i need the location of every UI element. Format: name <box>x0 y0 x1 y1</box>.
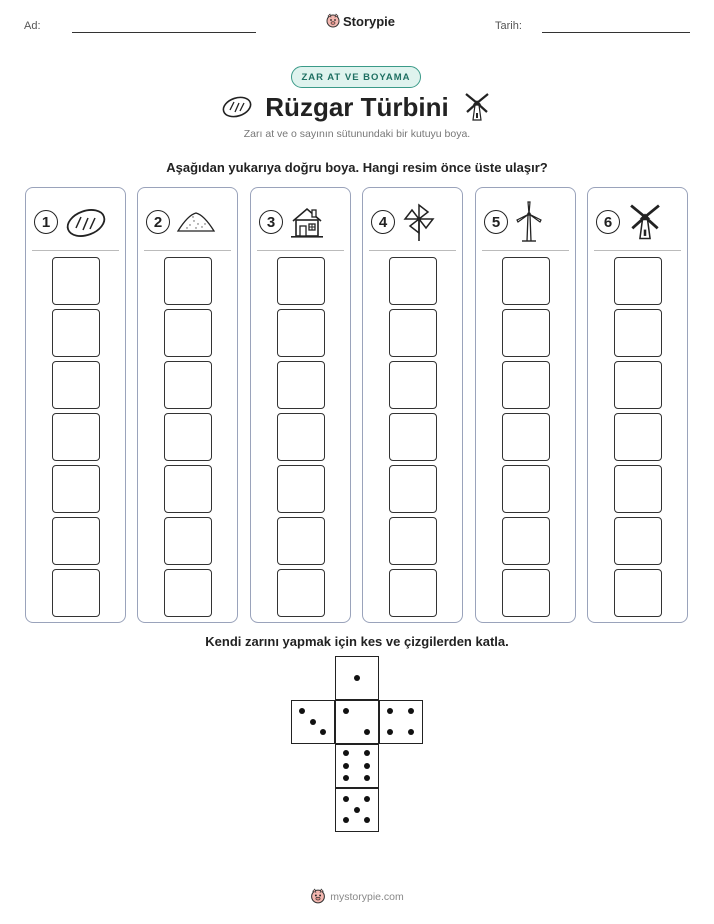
flour-pile-icon <box>176 207 216 237</box>
column-3 <box>250 187 351 623</box>
color-box[interactable] <box>52 465 100 513</box>
column-number: 4 <box>371 210 395 234</box>
column-1 <box>25 187 126 623</box>
activity-badge: ZAR AT VE BOYAMA <box>291 66 421 88</box>
color-box[interactable] <box>52 257 100 305</box>
page-title: Rüzgar Türbini <box>265 92 449 122</box>
die-pip <box>343 750 349 756</box>
die-pip <box>408 729 414 735</box>
die-face <box>379 700 423 744</box>
bread-icon <box>64 204 108 240</box>
die-pip <box>364 729 370 735</box>
page-subtitle: Zarı at ve o sayının sütunundaki bir kutuyu boya. <box>243 128 471 140</box>
color-box[interactable] <box>389 257 437 305</box>
column-number: 3 <box>259 210 283 234</box>
column-2 <box>137 187 238 623</box>
die-face <box>335 700 379 744</box>
house-icon <box>289 204 325 240</box>
column-header <box>596 202 681 242</box>
die-pip <box>364 750 370 756</box>
column-header <box>371 202 456 242</box>
color-box[interactable] <box>502 257 550 305</box>
color-box[interactable] <box>52 413 100 461</box>
color-box[interactable] <box>52 517 100 565</box>
color-box[interactable] <box>502 517 550 565</box>
die-pip <box>310 719 316 725</box>
color-box[interactable] <box>614 465 662 513</box>
wind-turbine-icon <box>514 201 544 243</box>
color-box[interactable] <box>502 361 550 409</box>
pig-mascot-icon <box>310 888 326 905</box>
die-pip <box>343 763 349 769</box>
column-header <box>259 202 344 242</box>
die-pip <box>354 675 360 681</box>
color-box[interactable] <box>502 309 550 357</box>
die-pip <box>343 796 349 802</box>
die-pip <box>364 775 370 781</box>
color-box[interactable] <box>389 413 437 461</box>
die-pip <box>343 817 349 823</box>
column-divider <box>594 250 681 251</box>
die-pip <box>364 763 370 769</box>
name-label: Ad: <box>24 20 41 32</box>
column-divider <box>369 250 456 251</box>
date-line[interactable] <box>542 32 690 33</box>
die-pip <box>387 729 393 735</box>
die-pip <box>387 708 393 714</box>
footer-url[interactable]: mystorypie.com <box>330 890 404 903</box>
logo-text: Storypie <box>343 13 396 29</box>
color-box[interactable] <box>164 465 212 513</box>
footer <box>0 888 714 905</box>
color-box[interactable] <box>277 569 325 617</box>
die-face <box>335 788 379 832</box>
column-number: 5 <box>484 210 508 234</box>
die-pip <box>299 708 305 714</box>
color-box[interactable] <box>389 569 437 617</box>
color-box[interactable] <box>614 257 662 305</box>
color-box[interactable] <box>277 257 325 305</box>
column-number: 2 <box>146 210 170 234</box>
die-pip <box>343 775 349 781</box>
color-box[interactable] <box>389 465 437 513</box>
column-header <box>146 202 231 242</box>
column-number: 1 <box>34 210 58 234</box>
column-divider <box>32 250 119 251</box>
color-box[interactable] <box>277 517 325 565</box>
color-box[interactable] <box>614 569 662 617</box>
color-box[interactable] <box>164 257 212 305</box>
color-box[interactable] <box>502 465 550 513</box>
column-4 <box>362 187 463 623</box>
die-face <box>291 700 335 744</box>
color-box[interactable] <box>389 517 437 565</box>
color-box[interactable] <box>52 309 100 357</box>
column-divider <box>482 250 569 251</box>
storypie-logo <box>326 13 395 29</box>
die-pip <box>364 817 370 823</box>
die-pip <box>320 729 326 735</box>
windmill-icon <box>626 202 664 242</box>
color-box[interactable] <box>164 361 212 409</box>
color-box[interactable] <box>614 309 662 357</box>
die-face <box>335 744 379 788</box>
color-box[interactable] <box>502 413 550 461</box>
date-label: Tarih: <box>495 20 522 32</box>
pinwheel-icon <box>401 202 437 242</box>
name-line[interactable] <box>72 32 256 33</box>
die-pip <box>343 708 349 714</box>
color-box[interactable] <box>164 517 212 565</box>
column-6 <box>587 187 688 623</box>
pig-mascot-icon <box>326 13 340 29</box>
dice-instruction: Kendi zarını yapmak için kes ve çizgilerden katla. <box>205 634 509 649</box>
windmill-icon <box>462 92 492 122</box>
column-5 <box>475 187 576 623</box>
color-box[interactable] <box>614 361 662 409</box>
die-pip <box>408 708 414 714</box>
color-box[interactable] <box>164 309 212 357</box>
color-box[interactable] <box>277 309 325 357</box>
color-box[interactable] <box>614 517 662 565</box>
column-header <box>484 202 569 242</box>
color-box[interactable] <box>277 361 325 409</box>
color-box[interactable] <box>164 413 212 461</box>
die-face <box>335 656 379 700</box>
color-box[interactable] <box>614 413 662 461</box>
column-header <box>34 202 119 242</box>
color-box[interactable] <box>502 569 550 617</box>
column-instruction: Aşağıdan yukarıya doğru boya. Hangi resim önce üste ulaşır? <box>166 160 548 175</box>
die-pip <box>364 796 370 802</box>
die-pip <box>354 807 360 813</box>
column-divider <box>257 250 344 251</box>
column-divider <box>144 250 231 251</box>
color-box[interactable] <box>52 569 100 617</box>
color-box[interactable] <box>277 413 325 461</box>
column-number: 6 <box>596 210 620 234</box>
color-box[interactable] <box>389 361 437 409</box>
color-box[interactable] <box>52 361 100 409</box>
color-box[interactable] <box>277 465 325 513</box>
color-box[interactable] <box>389 309 437 357</box>
color-box[interactable] <box>164 569 212 617</box>
